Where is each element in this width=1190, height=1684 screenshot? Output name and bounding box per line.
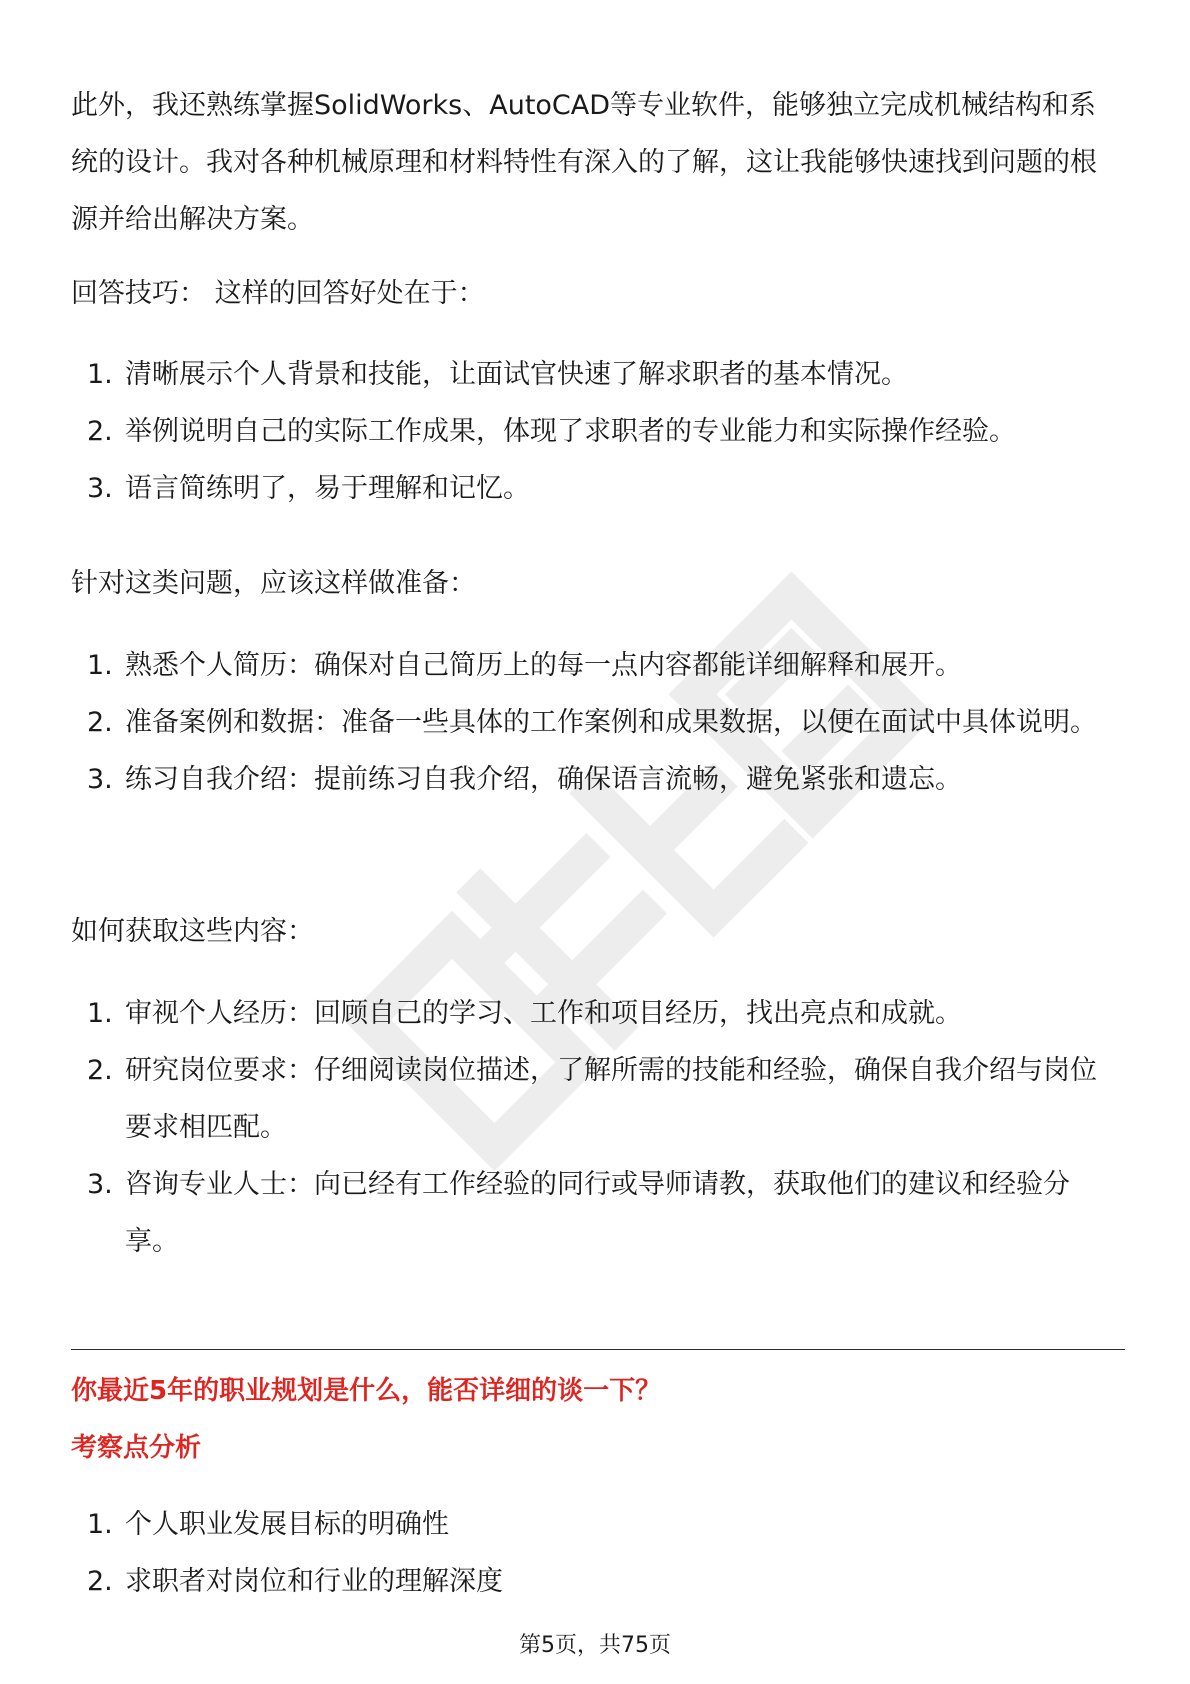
list-text: 求职者对岗位和行业的理解深度 <box>125 1566 503 1597</box>
list-number: 2. <box>87 1055 113 1086</box>
list-number: 3. <box>87 764 113 795</box>
page-number: 第5页，共75页 <box>519 1633 671 1658</box>
analysis-points-list <box>71 1496 1121 1610</box>
list-number: 3. <box>87 473 113 504</box>
list-item <box>71 751 1121 808</box>
list-item <box>71 1553 1121 1610</box>
list-item <box>71 985 1121 1042</box>
list-number: 2. <box>87 416 113 447</box>
list-item <box>71 1496 1121 1553</box>
intro-paragraph: 此外，我还熟练掌握SolidWorks、AutoCAD等专业软件，能够独立完成机械结构和系统的设计。我对各种机械原理和材料特性有深入的了解，这让我能够快速找到问题的根源并给出解决方案。 <box>71 90 1097 235</box>
list-item <box>71 460 1121 517</box>
list-number: 2. <box>87 707 113 738</box>
list-text: 准备案例和数据：准备一些具体的工作案例和成果数据，以便在面试中具体说明。 <box>125 707 1097 738</box>
prep-intro: 针对这类问题，应该这样做准备： <box>71 568 476 599</box>
list-number: 1. <box>87 1509 113 1540</box>
analysis-heading: 考察点分析 <box>71 1433 202 1463</box>
tips-intro: 回答技巧： 这样的回答好处在于： <box>71 278 485 309</box>
list-item <box>71 403 1121 460</box>
list-text: 个人职业发展目标的明确性 <box>125 1509 449 1540</box>
list-number: 1. <box>87 650 113 681</box>
list-text: 审视个人经历：回顾自己的学习、工作和项目经历，找出亮点和成就。 <box>125 998 962 1029</box>
list-number: 1. <box>87 359 113 390</box>
prep-list <box>71 637 1121 808</box>
list-item <box>71 1156 1121 1270</box>
list-text: 咨询专业人士：向已经有工作经验的同行或导师请教，获取他们的建议和经验分享。 <box>125 1169 1070 1257</box>
section-divider <box>71 1349 1125 1350</box>
list-text: 清晰展示个人背景和技能，让面试官快速了解求职者的基本情况。 <box>125 359 908 390</box>
list-number: 2. <box>87 1566 113 1597</box>
obtain-list <box>71 985 1121 1270</box>
list-text: 举例说明自己的实际工作成果，体现了求职者的专业能力和实际操作经验。 <box>125 416 1016 447</box>
tips-list <box>71 346 1121 517</box>
list-text: 熟悉个人简历：确保对自己简历上的每一点内容都能详细解释和展开。 <box>125 650 962 681</box>
list-item <box>71 1042 1121 1156</box>
list-text: 语言简练明了，易于理解和记忆。 <box>125 473 530 504</box>
list-item <box>71 694 1121 751</box>
list-text: 研究岗位要求：仔细阅读岗位描述，了解所需的技能和经验，确保自我介绍与岗位要求相匹配。 <box>125 1055 1097 1143</box>
question-title: 你最近5年的职业规划是什么，能否详细的谈一下？ <box>71 1376 662 1406</box>
list-item <box>71 637 1121 694</box>
list-number: 1. <box>87 998 113 1029</box>
list-item <box>71 346 1121 403</box>
obtain-intro: 如何获取这些内容： <box>71 916 314 947</box>
list-text: 练习自我介绍：提前练习自我介绍，确保语言流畅，避免紧张和遗忘。 <box>125 764 962 795</box>
list-number: 3. <box>87 1169 113 1200</box>
